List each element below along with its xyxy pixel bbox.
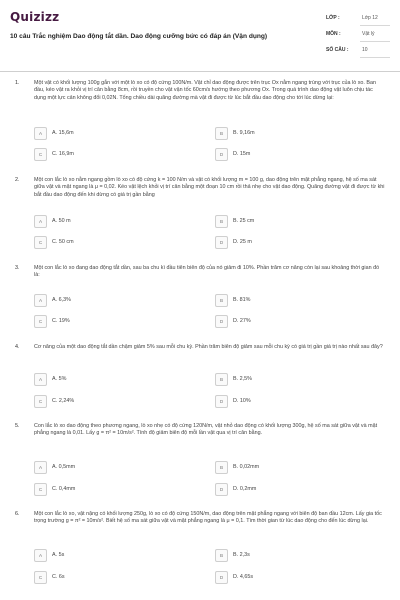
- question-number: 3.: [15, 265, 20, 271]
- option-text: D. 4,65s: [233, 574, 254, 580]
- meta-label: LỚP :: [326, 15, 340, 21]
- option-letter-box: A: [34, 461, 47, 474]
- answer-option-c[interactable]: [34, 483, 198, 496]
- option-letter-box: C: [34, 148, 47, 161]
- worksheet-title: 10 câu Trắc nghiệm Dao động tắt dần. Dao động cưỡng bức có đáp án (Vận dụng): [10, 33, 268, 40]
- answer-option-a[interactable]: [34, 373, 198, 386]
- option-text: A. 50 m: [52, 218, 71, 224]
- answer-option-c[interactable]: [34, 315, 198, 328]
- option-letter-box: B: [215, 215, 228, 228]
- meta-label: MÔN :: [326, 31, 341, 37]
- option-letter-box: B: [215, 373, 228, 386]
- option-letter-box: A: [34, 215, 47, 228]
- option-text: C. 0,4mm: [52, 486, 76, 492]
- answer-option-d[interactable]: [215, 395, 379, 408]
- option-text: B. 9,16m: [233, 130, 255, 136]
- question-text: Con lắc lò xo dao động theo phương ngang, lò xo nhẹ có độ cứng 120N/m, vật nhỏ dao động có khối lượng 300g, hệ số ma sát giữa vật và mặt phẳng ngang là 0,01. Lấy g = π² = 10m/s². Tính độ giảm biên độ mỗi lần vật qua vị trí cân bằng.: [34, 423, 378, 437]
- option-text: B. 81%: [233, 297, 251, 303]
- meta-label: SỐ CÂU :: [326, 47, 349, 53]
- answer-option-d[interactable]: [215, 571, 379, 584]
- option-text: D. 0,2mm: [233, 486, 257, 492]
- page-header: [0, 0, 400, 72]
- option-letter-box: D: [215, 483, 228, 496]
- option-letter-box: C: [34, 483, 47, 496]
- option-letter-box: A: [34, 127, 47, 140]
- meta-value: 10: [362, 47, 368, 53]
- meta-value: Vật lý: [362, 31, 375, 37]
- option-letter-box: B: [215, 294, 228, 307]
- option-letter-box: B: [215, 127, 228, 140]
- option-text: A. 6,3%: [52, 297, 71, 303]
- answer-option-c[interactable]: [34, 236, 198, 249]
- answer-option-b[interactable]: [215, 215, 379, 228]
- option-letter-box: D: [215, 148, 228, 161]
- option-text: D. 15m: [233, 151, 251, 157]
- option-text: A. 15,6m: [52, 130, 74, 136]
- meta-question-count: [326, 42, 390, 60]
- option-letter-box: C: [34, 395, 47, 408]
- option-letter-box: B: [215, 461, 228, 474]
- answer-option-d[interactable]: [215, 483, 379, 496]
- option-letter-box: D: [215, 236, 228, 249]
- option-text: B. 2,5%: [233, 376, 252, 382]
- question-number: 1.: [15, 80, 20, 86]
- option-letter-box: C: [34, 315, 47, 328]
- answer-option-a[interactable]: [34, 127, 198, 140]
- meta-underline: [360, 57, 390, 58]
- question-1: [0, 80, 400, 168]
- answer-option-b[interactable]: [215, 461, 379, 474]
- question-text: Một con lắc lò xo, vật nặng có khối lượng 250g, lò xo có độ cứng 150N/m, dao động trên mặt phẳng ngang với biên độ ban đầu 12cm. Lấy gia tốc trọng trường g = π² = 10m/s². Biết hệ số ma sát giữa vật và mặt phẳng ngang là μ = 0,1. Tìm thời gian từ lúc dao động cho đến lúc dừng lại.: [34, 511, 382, 525]
- question-4: [0, 344, 400, 412]
- option-text: C. 19%: [52, 318, 70, 324]
- option-text: B. 2,3s: [233, 552, 250, 558]
- question-6: [0, 511, 400, 589]
- option-letter-box: C: [34, 236, 47, 249]
- answer-option-a[interactable]: [34, 215, 198, 228]
- answer-option-d[interactable]: [215, 148, 379, 161]
- option-text: A. 5s: [52, 552, 65, 558]
- quizizz-logo: Quizizz: [10, 10, 60, 24]
- option-letter-box: A: [34, 294, 47, 307]
- answer-option-c[interactable]: [34, 395, 198, 408]
- option-letter-box: A: [34, 549, 47, 562]
- question-number: 5.: [15, 423, 20, 429]
- answer-option-b[interactable]: [215, 549, 379, 562]
- option-letter-box: C: [34, 571, 47, 584]
- option-text: C. 6s: [52, 574, 65, 580]
- answer-option-c[interactable]: [34, 571, 198, 584]
- answer-option-d[interactable]: [215, 315, 379, 328]
- answer-option-d[interactable]: [215, 236, 379, 249]
- option-text: C. 50 cm: [52, 239, 74, 245]
- question-number: 2.: [15, 177, 20, 183]
- option-letter-box: D: [215, 395, 228, 408]
- question-5: [0, 423, 400, 499]
- option-text: D. 27%: [233, 318, 251, 324]
- option-text: C. 16,9m: [52, 151, 74, 157]
- question-text: Cơ năng của một dao động tắt dần chậm giảm 5% sau mỗi chu kỳ. Phần trăm biên độ giảm sau mỗi chu kỳ có giá trị gần giá trị nào nhất sau đây?: [34, 344, 383, 350]
- question-2: [0, 177, 400, 257]
- answer-option-a[interactable]: [34, 549, 198, 562]
- meta-value: Lớp 12: [362, 15, 378, 21]
- option-letter-box: A: [34, 373, 47, 386]
- option-letter-box: D: [215, 315, 228, 328]
- question-text: Một vật có khối lượng 100g gắn với một lò xo có độ cứng 100N/m. Vật chỉ dao động được trên trục Ox nằm ngang trùng với trục của lò xo. Ban đầu, kéo vật ra khỏi vị trí cân bằng 8cm, rồi truyền cho vật vận tốc 60cm/s hướng theo phương Ox. Trong quá trình dao động vật luôn chịu tác dụng một lực cản không đổi 0,02N. Tổng chiều dài quãng đường mà vật đi được từ lúc bắt đầu dao động cho tới lúc dừng lại:: [34, 80, 376, 101]
- answer-option-a[interactable]: [34, 461, 198, 474]
- option-text: C. 2,24%: [52, 398, 75, 404]
- answer-option-b[interactable]: [215, 373, 379, 386]
- question-3: [0, 265, 400, 333]
- answer-option-a[interactable]: [34, 294, 198, 307]
- question-number: 6.: [15, 511, 20, 517]
- answer-option-c[interactable]: [34, 148, 198, 161]
- answer-option-b[interactable]: [215, 127, 379, 140]
- option-text: B. 25 cm: [233, 218, 255, 224]
- option-letter-box: B: [215, 549, 228, 562]
- option-text: A. 0,5mm: [52, 464, 76, 470]
- question-number: 4.: [15, 344, 20, 350]
- option-text: D. 25 m: [233, 239, 252, 245]
- option-text: B. 0,02mm: [233, 464, 260, 470]
- question-text: Một con lắc lò xo nằm ngang gồm lò xo có độ cứng k = 100 N/m và vật có khối lượng m = 100 g, dao động trên mặt phẳng ngang, hệ số ma sát giữa vật và mặt ngang là μ = 0,02. Kéo vật lệch khỏi vị trí cân bằng một đoạn 10 cm rồi thả nhẹ cho vật dao động. Quãng đường vật đi được từ khi bắt đầu dao động đến khi dừng có giá trị gần bằng: [34, 177, 385, 198]
- option-text: A. 5%: [52, 376, 67, 382]
- option-text: D. 10%: [233, 398, 251, 404]
- option-letter-box: D: [215, 571, 228, 584]
- answer-option-b[interactable]: [215, 294, 379, 307]
- question-text: Một con lắc lò xo đang dao động tắt dần, sau ba chu kì đầu tiên biên độ của nó giảm đi 10%. Phần trăm cơ năng còn lại sau khoảng thời gian đó là:: [34, 265, 380, 279]
